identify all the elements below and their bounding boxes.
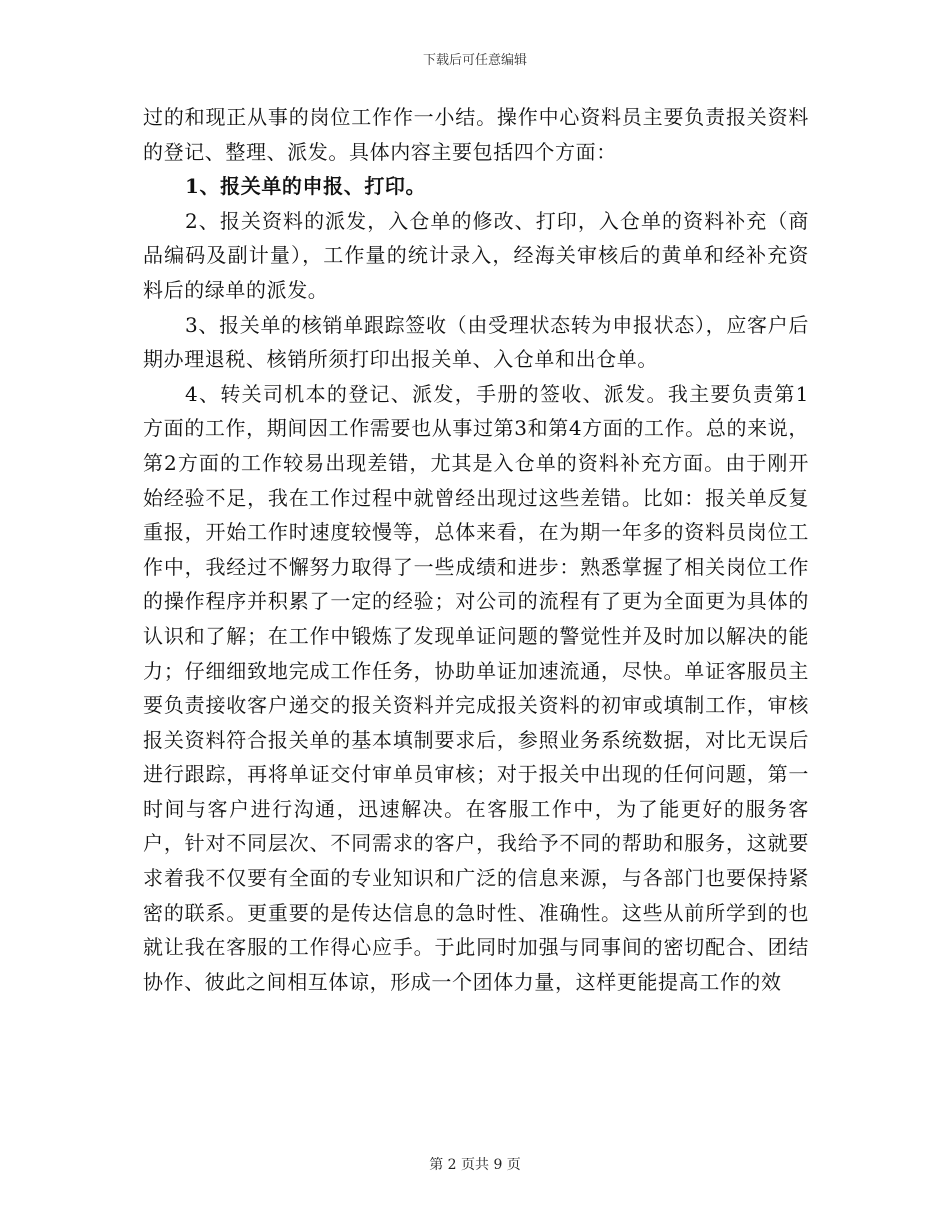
- paragraph-item-2: 2、报关资料的派发，入仓单的修改、打印，入仓单的资料补充（商品编码及副计量），工作量的统计录入，经海关审核后的黄单和经补充资料后的绿单的派发。: [143, 208, 809, 302]
- document-body: [143, 100, 809, 999]
- paragraph-item-3: 3、报关单的核销单跟踪签收（由受理状态转为申报状态），应客户后期办理退税、核销所须打印出报关单、入仓单和出仓单。: [143, 312, 809, 372]
- page-header: 下载后可任意编辑: [422, 53, 527, 68]
- paragraph-intro: 过的和现正从事的岗位工作作一小结。操作中心资料员主要负责报关资料的登记、整理、派发。具体内容主要包括四个方面：: [143, 105, 809, 164]
- paragraph-item-1: 1、报关单的申报、打印。: [185, 174, 427, 199]
- page-number: 第 2 页共 9 页: [429, 1157, 521, 1173]
- paragraph-item-4: 4、转关司机本的登记、派发，手册的签收、派发。我主要负责第1方面的工作，期间因工作需要也从事过第3和第4方面的工作。总的来说，第2方面的工作较易出现差错，尤其是入仓单的资料补充方面。由于刚开始经验不足，我在工作过程中就曾经出现过这些差错。比如：报关单反复重报，开始工作时速度较慢等，总体来看，在为期一年多的资料员岗位工作中，我经过不懈努力取得了一些成绩和进步：熟悉掌握了相关岗位工作的操作程序并积累了一定的经验；对公司的流程有了更为全面更为具体的认识和了解；在工作中锻炼了发现单证问题的警觉性并及时加以解决的能力；仔细细致地完成工作任务，协助单证加速流通，尽快。单证客服员主要负责接收客户递交的报关资料并完成报关资料的初审或填制工作，审核报关资料符合报关单的基本填制要求后，参照业务系统数据，对比无误后进行跟踪，再将单证交付审单员审核；对于报关中出现的任何问题，第一时间与客户进行沟通，迅速解决。在客服工作中，为了能更好的服务客户，针对不同层次、不同需求的客户，我给予不同的帮助和服务，这就要求着我不仅要有全面的专业知识和广泛的信息来源，与各部门也要保持紧密的联系。更重要的是传达信息的急时性、准确性。这些从前所学到的也就让我在客服的工作得心应手。于此同时加强与同事间的密切配合、团结协作、彼此之间相互体谅，形成一个团体力量，这样更能提高工作的效: [143, 381, 809, 994]
